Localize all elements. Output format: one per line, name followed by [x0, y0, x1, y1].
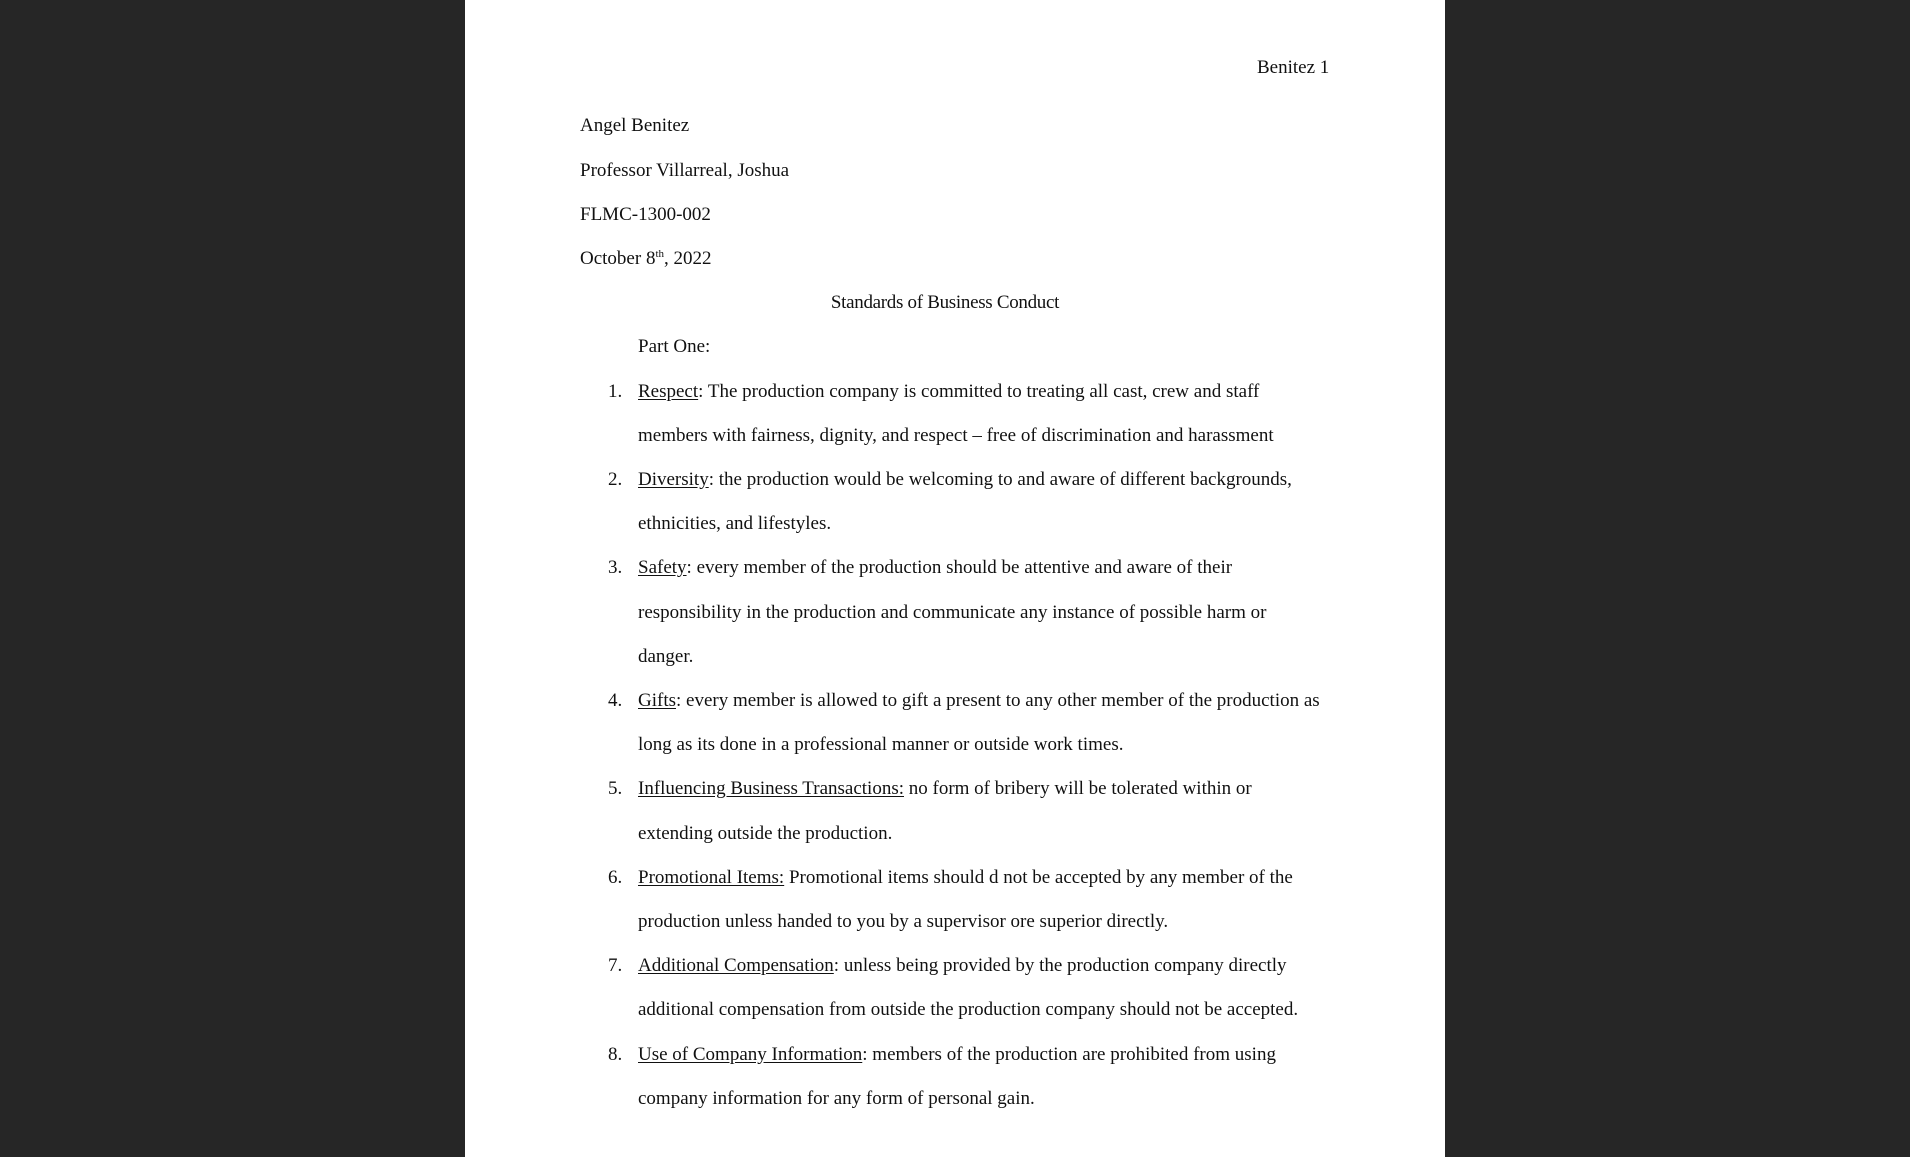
document-title: Standards of Business Conduct — [830, 292, 1060, 313]
list-item-line — [638, 558, 1232, 577]
list-item-number: 8. — [608, 1044, 623, 1065]
list-item-line: responsibility in the production and communicate any instance of possible harm or — [638, 602, 1267, 623]
item-text: : the production would be welcoming to and aware of different backgrounds, — [708, 469, 1292, 490]
list-item-line: additional compensation from outside the production company should not be accepted. — [638, 999, 1299, 1020]
date-main: October 8 — [580, 248, 656, 269]
item-term: Gifts — [638, 690, 676, 711]
list-item-line: company information for any form of personal gain. — [638, 1088, 1035, 1109]
list-item-number: 5. — [608, 778, 623, 799]
item-term: Safety — [638, 557, 687, 578]
item-text: : every member is allowed to gift a present to any other member of the production as — [676, 690, 1320, 711]
item-term: Diversity — [638, 469, 709, 490]
professor-name: Professor Villarreal, Joshua — [580, 160, 790, 181]
list-item-line: extending outside the production. — [638, 823, 893, 844]
list-item-line — [638, 868, 1293, 887]
document-page — [465, 0, 1445, 1157]
list-item-line — [638, 956, 1287, 975]
item-term: Promotional Items: — [638, 867, 785, 888]
list-item-line: production unless handed to you by a supervisor ore superior directly. — [638, 911, 1169, 932]
item-term: Additional Compensation — [638, 955, 834, 976]
item-text: : every member of the production should be attentive and aware of their — [686, 557, 1233, 578]
list-item-line — [638, 691, 1320, 710]
list-item-line — [638, 382, 1259, 401]
list-item-number: 7. — [608, 955, 623, 976]
course-code: FLMC-1300-002 — [580, 204, 711, 225]
item-text: Promotional items should d not be accepted by any member of the — [784, 867, 1293, 888]
item-term: Respect — [638, 381, 699, 402]
list-item-line: danger. — [638, 646, 694, 667]
item-term: Use of Company Information — [638, 1044, 863, 1065]
item-text: : unless being provided by the production company directly — [833, 955, 1287, 976]
list-item-line: ethnicities, and lifestyles. — [638, 513, 832, 534]
running-header: Benitez 1 — [1257, 57, 1330, 78]
date-year: , 2022 — [664, 248, 712, 269]
list-item-number: 2. — [608, 469, 623, 490]
item-text: : members of the production are prohibited from using — [862, 1044, 1276, 1065]
list-item-number: 3. — [608, 557, 623, 578]
item-text: : The production company is committed to treating all cast, crew and staff — [698, 381, 1260, 402]
list-item-number: 4. — [608, 690, 623, 711]
list-item-line — [638, 470, 1292, 489]
section-heading: Part One: — [638, 336, 711, 357]
date-superscript: th — [655, 248, 665, 260]
list-item-line: long as its done in a professional manner or outside work times. — [638, 734, 1124, 755]
list-item-line — [638, 1045, 1276, 1064]
list-item-line: members with fairness, dignity, and respect – free of discrimination and harassment — [638, 425, 1274, 446]
list-item-line — [638, 779, 1252, 798]
author-name: Angel Benitez — [580, 115, 690, 136]
item-text: no form of bribery will be tolerated within or — [904, 778, 1252, 799]
date-line — [580, 249, 712, 268]
list-item-number: 1. — [608, 381, 623, 402]
item-term: Influencing Business Transactions: — [638, 778, 904, 799]
list-item-number: 6. — [608, 867, 623, 888]
